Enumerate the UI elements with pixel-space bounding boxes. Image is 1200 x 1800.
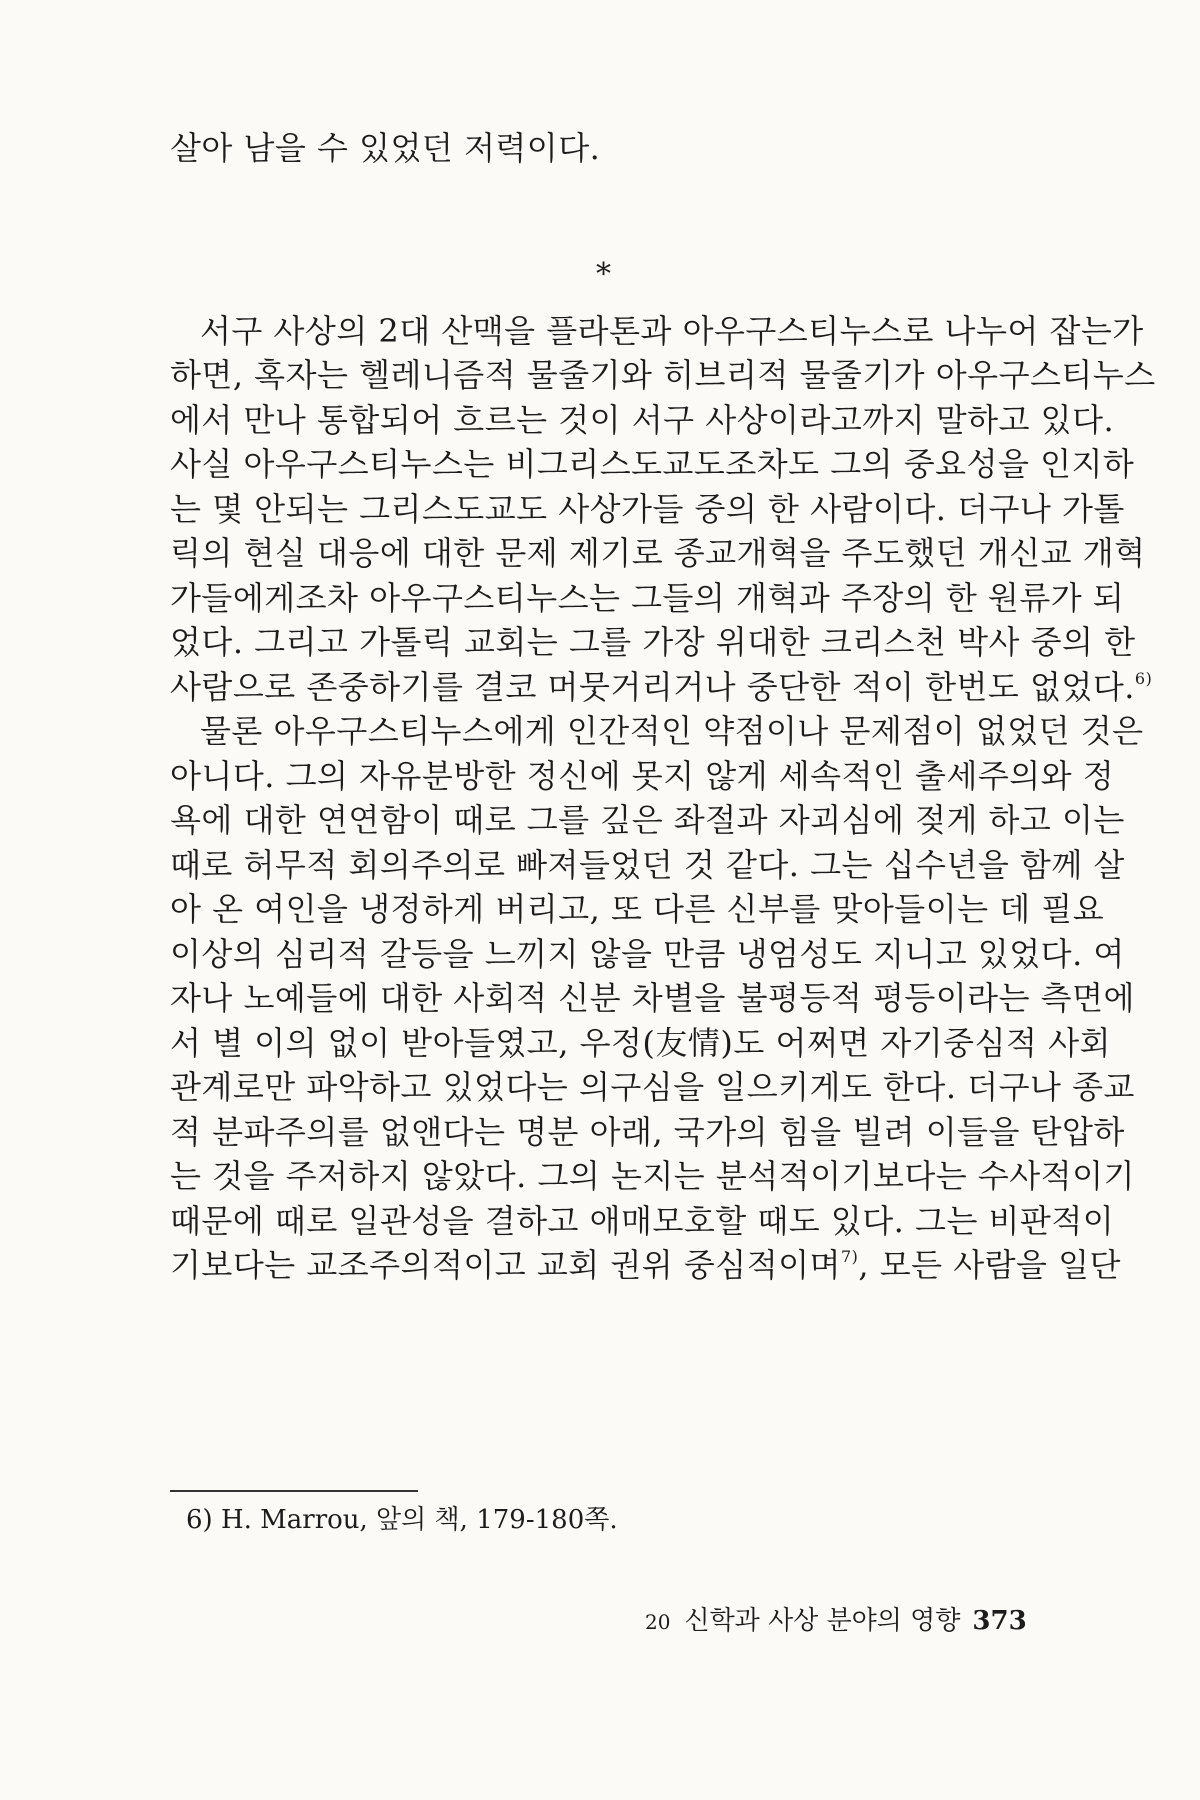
paragraph-1-line-7: 가들에게조차 아우구스티누스는 그들의 개혁과 주장의 한 원류가 되 bbox=[170, 579, 1125, 617]
paragraph-1-line-3: 에서 만나 통합되어 흐르는 것이 서구 사상이라고까지 말하고 있다. bbox=[170, 401, 1115, 439]
paragraph-1-line-8: 었다. 그리고 가톨릭 교회는 그를 가장 위대한 크리스천 박사 중의 한 bbox=[170, 623, 1136, 661]
paragraph-1-line-1: 서구 사상의 2대 산맥을 플라톤과 아우구스티누스로 나누어 잡는가 bbox=[200, 312, 1144, 350]
paragraph-1-line-2: 하면, 혹자는 헬레니즘적 물줄기와 히브리적 물줄기가 아우구스티누스 bbox=[170, 356, 1156, 394]
paragraph-2-line-10: 적 분파주의를 없앤다는 명분 아래, 국가의 힘을 빌려 이들을 탄압하 bbox=[170, 1113, 1125, 1151]
paragraph-2-line-11: 는 것을 주저하지 않았다. 그의 논지는 분석적이기보다는 수사적이기 bbox=[170, 1157, 1135, 1195]
paragraph-2-line-13 bbox=[170, 1245, 1121, 1291]
footnote-divider bbox=[170, 1490, 418, 1492]
carry-over-line: 살아 남을 수 있었던 저력이다. bbox=[170, 129, 601, 167]
paragraph-1-line-5: 는 몇 안되는 그리스도교도 사상가들 중의 한 사람이다. 더구나 가톨 bbox=[170, 490, 1125, 528]
section-break-asterisk: * bbox=[596, 257, 611, 292]
footnote-ref-6: 6) bbox=[1134, 669, 1153, 688]
paragraph-2-line-12: 때문에 때로 일관성을 결하고 애매모호할 때도 있다. 그는 비판적이 bbox=[170, 1202, 1115, 1240]
paragraph-2-line-1: 물론 아우구스티누스에게 인간적인 약점이나 문제점이 없었던 것은 bbox=[200, 712, 1144, 750]
paragraph-2-line-4: 때로 허무적 회의주의로 빠져들었던 것 같다. 그는 십수년을 함께 살 bbox=[170, 846, 1125, 884]
paragraph-2-line-3: 욕에 대한 연연함이 때로 그를 깊은 좌절과 자괴심에 젖게 하고 이는 bbox=[170, 801, 1125, 839]
footnote-ref-7: 7) bbox=[840, 1247, 859, 1266]
paragraph-1-line-9 bbox=[170, 667, 1153, 713]
paragraph-2-line-6: 이상의 심리적 갈등을 느끼지 않을 만큼 냉엄성도 지니고 있었다. 여 bbox=[170, 935, 1125, 973]
footnote-6: 6) H. Marrou, 앞의 책, 179-180쪽. bbox=[186, 1505, 618, 1535]
paragraph-2-line-9: 관계로만 파악하고 있었다는 의구심을 일으키게도 한다. 더구나 종교 bbox=[170, 1068, 1135, 1106]
paragraph-1-line-9-text: 사람으로 존중하기를 결코 머뭇거리거나 중단한 적이 한번도 없었다. bbox=[170, 668, 1135, 706]
paragraph-2-line-7: 자나 노예들에 대한 사회적 신분 차별을 불평등적 평등이라는 측면에 bbox=[170, 979, 1135, 1017]
paragraph-2-line-2: 아니다. 그의 자유분방한 정신에 못지 않게 세속적인 출세주의와 정 bbox=[170, 757, 1115, 795]
paragraph-2-line-13-text-b: , 모든 사람을 일단 bbox=[858, 1246, 1121, 1284]
chapter-title: 신학과 사상 분야의 영향 bbox=[684, 1606, 961, 1636]
paragraph-2-line-13-text-a: 기보다는 교조주의적이고 교회 권위 중심적이며 bbox=[170, 1246, 841, 1284]
paragraph-1-line-4: 사실 아우구스티누스는 비그리스도교도조차도 그의 중요성을 인지하 bbox=[170, 445, 1135, 483]
paragraph-2-line-5: 아 온 여인을 냉정하게 버리고, 또 다른 신부를 맞아들이는 데 필요 bbox=[170, 890, 1105, 928]
paragraph-1-line-6: 릭의 현실 대응에 대한 문제 제기로 종교개혁을 주도했던 개신교 개혁 bbox=[170, 534, 1146, 572]
page-number: 373 bbox=[972, 1606, 1027, 1636]
chapter-number: 20 bbox=[645, 1610, 671, 1634]
running-footer bbox=[645, 1603, 1027, 1640]
paragraph-2-line-8: 서 별 이의 없이 받아들였고, 우정(友情)도 어쩌면 자기중심적 사회 bbox=[170, 1024, 1111, 1062]
